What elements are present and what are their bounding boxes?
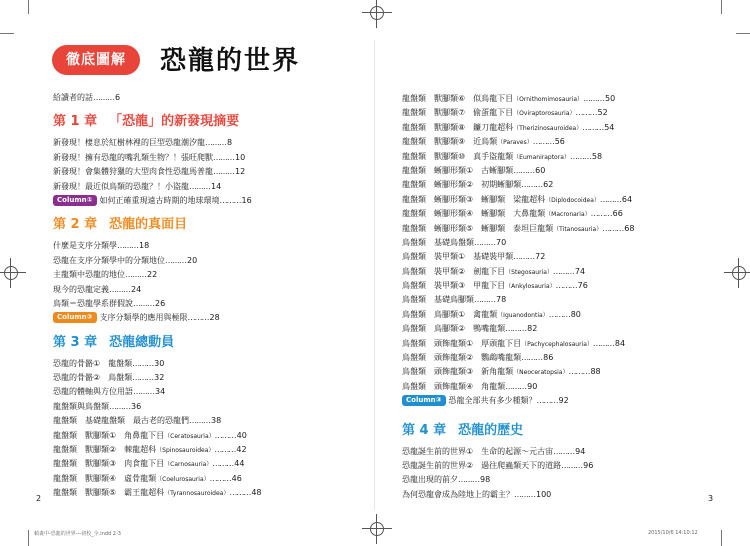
toc-entry[interactable]: 龍盤類 獸腳類① 角鼻龍下目（Ceratosauria）………40 <box>53 430 247 440</box>
toc-entry-intro[interactable]: 給讀者的話………6 <box>53 93 121 102</box>
toc-entry[interactable]: 龍盤類 獸腳類⑤ 霸王龍超科（Tyrannosauroidea）………48 <box>53 488 262 498</box>
toc-entry[interactable]: 龍盤類 獸腳類④ 虛骨龍類（Coelurosauria）………46 <box>53 473 242 483</box>
toc-entry[interactable]: 恐龍誕生前的世界② 過往爬蟲類天下的道路………96 <box>402 460 594 470</box>
toc-entry[interactable]: 龍盤類 獸腳類③ 肉食龍下目（Carnosauria）………44 <box>53 459 245 469</box>
toc-entry[interactable]: 為何恐龍會成為陸地上的霸主？………100 <box>402 489 552 499</box>
toc-entry[interactable]: 龍盤類與鳥盤類………36 <box>53 401 142 411</box>
toc-entry[interactable]: 龍盤類 獸腳類⑦ 偷蛋龍下目（Oviraptorosauria）………52 <box>402 108 608 118</box>
toc-entry[interactable]: 主龍類中恐龍的地位………22 <box>53 270 158 280</box>
toc-left-column <box>53 91 353 501</box>
registration-mark-top <box>366 2 388 24</box>
chapter-3-heading: 第 3 章 恐龍總動員 <box>53 334 175 350</box>
registration-mark-left <box>0 262 22 284</box>
column-badge: Column② <box>53 312 97 323</box>
trim-mark <box>736 33 750 34</box>
toc-entry[interactable]: 恐龍在支序分類學中的分類地位………20 <box>53 255 198 265</box>
toc-entry[interactable]: 龍盤類 獸腳類⑩ 真手盜龍類（Eumaniraptora）………58 <box>402 151 603 161</box>
chapter-4-heading: 第 4 章 恐龍的歷史 <box>402 422 524 438</box>
chapter-2-heading: 第 2 章 恐龍的真面目 <box>53 217 188 233</box>
toc-right-column <box>402 92 722 502</box>
toc-entry[interactable]: 鳥盤類 鳥腳類① 禽龍類（Iguanodontia）………80 <box>402 309 581 319</box>
toc-entry[interactable]: 新發現！會集體狩獵的大型肉食性恐龍馬普龍………12 <box>53 167 246 177</box>
toc-entry[interactable]: 現今的恐龍定義………24 <box>53 284 142 294</box>
toc-entry[interactable]: 鳥盤類 裝甲類② 劍龍下目（Stegosauria）………74 <box>402 266 586 276</box>
toc-entry[interactable]: 恐龍的骨骼① 龍盤類………30 <box>53 358 165 368</box>
toc-entry[interactable]: 鳥盤類 鳥腳類② 鴨嘴龍類………82 <box>402 324 538 334</box>
toc-entry[interactable]: 鳥盤類 頭飾龍類② 鸚鵡嘴龍類………86 <box>402 353 554 363</box>
toc-entry[interactable]: 鳥盤類 裝甲類① 基礎裝甲類………72 <box>402 252 546 262</box>
toc-entry[interactable]: 龍盤類 獸腳類⑥ 似鳥龍下目（Ornithomimosauria）………50 <box>402 94 616 103</box>
toc-entry[interactable]: 新發現！棲息於紅樹林裡的巨型恐龍潮汐龍………8 <box>53 138 233 148</box>
toc-column-entry[interactable]: Column① 如何正確重現遠古時期的地球環境………16 <box>53 194 353 208</box>
trim-mark <box>721 0 722 14</box>
page-gutter <box>374 40 375 510</box>
trim-mark <box>28 530 29 546</box>
toc-entry[interactable]: 龍盤類 獸腳類② 棘龍超科（Spinosauroidea）………42 <box>53 445 247 455</box>
toc-entry[interactable]: 新發現！擁有恐龍的嘴乳類生物？！張旺爬獸………10 <box>53 152 246 162</box>
toc-entry[interactable]: 鳥盤類 頭飾龍類③ 新角龍類（Neoceratopsia）………88 <box>402 367 601 377</box>
trim-mark <box>0 33 14 34</box>
toc-entry[interactable]: 恐龍的骨骼② 鳥盤類………32 <box>53 373 165 383</box>
book-title: 恐龍的世界 <box>160 46 301 76</box>
column-badge: Column③ <box>402 395 446 406</box>
toc-entry[interactable]: 新發現！最近似鳥類的恐龍？！小盜龍………14 <box>53 181 222 191</box>
toc-entry[interactable]: 龍盤類 蜥腳形類④ 蜥腳類 大鼻龍類（Macronaria）………66 <box>402 209 623 219</box>
trim-mark <box>721 530 722 546</box>
header-badge: 徹底圖解 <box>52 45 140 75</box>
toc-entry[interactable]: 龍盤類 獸腳類⑧ 鐮刀龍超科（Therizinosauroidea）………54 <box>402 122 615 132</box>
print-slug-left: 幀畫中-恐龍的世界---初校_全.indd 2-3 <box>34 531 121 537</box>
page-number-left: 2 <box>36 494 42 503</box>
toc-entry[interactable]: 鳥盤類 基礎鳥腳類………78 <box>402 295 507 305</box>
toc-entry[interactable]: 鳥類＝恐龍學系群假說………26 <box>53 298 166 308</box>
column-badge: Column① <box>53 195 97 206</box>
trim-mark <box>28 0 29 14</box>
chapter-1-heading: 第 1 章 「恐龍」的新發現摘要 <box>53 114 240 130</box>
toc-entry[interactable]: 恐龍的體軸與方位用語………34 <box>53 387 166 397</box>
toc-entry[interactable]: 龍盤類 蜥腳形類② 初期蜥腳類………62 <box>402 180 554 190</box>
toc-entry[interactable]: 龍盤類 基礎龍盤類 最古老的恐龍們………38 <box>53 416 222 426</box>
toc-entry[interactable]: 鳥盤類 基礎鳥盤類………70 <box>402 237 507 247</box>
toc-entry[interactable]: 什麼是支序分類學………18 <box>53 241 150 251</box>
toc-entry[interactable]: 龍盤類 蜥腳形類① 古蜥腳類………60 <box>402 165 546 175</box>
print-slug-right: 2015/10/6 14:10:12 <box>648 530 698 536</box>
toc-entry[interactable]: 鳥盤類 頭飾龍類④ 角龍類………90 <box>402 381 538 391</box>
toc-entry[interactable]: 鳥盤類 裝甲類③ 甲龍下目（Ankylosauria）………76 <box>402 281 588 291</box>
registration-mark-bottom <box>366 518 388 540</box>
toc-entry[interactable]: 恐龍出現的前夕………98 <box>402 475 491 485</box>
toc-entry[interactable]: 龍盤類 蜥腳形類③ 蜥腳類 梁龍超科（Diplodocoidea）………64 <box>402 194 633 204</box>
registration-mark-right <box>728 262 750 284</box>
page-number-right: 3 <box>708 494 714 503</box>
toc-column-entry[interactable]: Column③ 恐龍全部共有多少種類？………92 <box>402 394 722 408</box>
toc-entry[interactable]: 鳥盤類 頭飾龍類① 厚頭龍下目（Pachycephalosauria）………84 <box>402 338 626 348</box>
toc-entry[interactable]: 恐龍誕生前的世界① 生命的起源～元古宙………94 <box>402 446 586 456</box>
toc-entry[interactable]: 龍盤類 獸腳類⑨ 近鳥類（Paraves）………56 <box>402 137 565 147</box>
toc-entry[interactable]: 龍盤類 蜥腳形類⑤ 蜥腳類 泰坦巨龍類（Titanosauria）………68 <box>402 223 635 233</box>
toc-column-entry[interactable]: Column② 支序分類學的應用與極限………28 <box>53 311 353 325</box>
